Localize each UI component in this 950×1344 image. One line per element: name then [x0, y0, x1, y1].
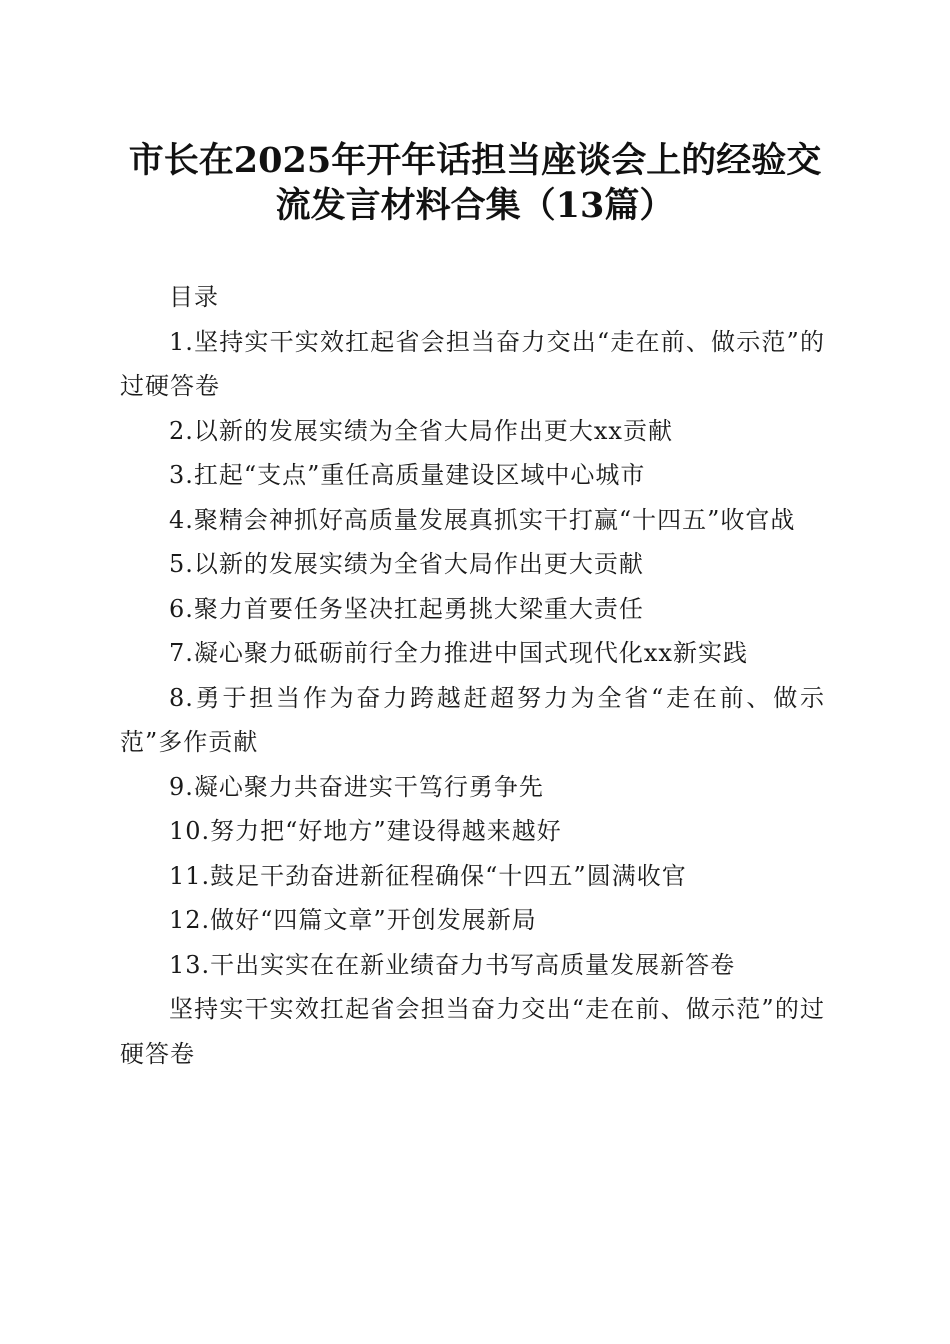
toc-item-12: 12.做好“四篇文章”开创发展新局 [169, 906, 537, 934]
section-title: 坚持实干实效扛起省会担当奋力交出“走在前、做示范”的过硬答卷 [120, 995, 825, 1068]
document-title [120, 138, 830, 228]
toc-item-1: 1.坚持实干实效扛起省会担当奋力交出“走在前、做示范”的过硬答卷 [120, 327, 825, 400]
toc-item-2: 2.以新的发展实绩为全省大局作出更大xx贡献 [169, 416, 673, 445]
toc-item-11: 11.鼓足干劲奋进新征程确保“十四五”圆满收官 [169, 861, 687, 890]
toc-item-13: 13.干出实实在在新业绩奋力书写高质量发展新答卷 [169, 950, 736, 979]
table-of-contents [120, 320, 825, 988]
toc-item-10: 10.努力把“好地方”建设得越来越好 [169, 817, 562, 845]
toc-item-5: 5.以新的发展实绩为全省大局作出更大贡献 [169, 550, 644, 578]
toc-item-7: 7.凝心聚力砥砺前行全力推进中国式现代化xx新实践 [169, 639, 748, 667]
document-body [120, 275, 825, 1076]
toc-item-9: 9.凝心聚力共奋进实干笃行勇争先 [169, 772, 544, 801]
toc-item-3: 3.扛起“支点”重任高质量建设区域中心城市 [169, 461, 646, 489]
toc-item-6: 6.聚力首要任务坚决扛起勇挑大梁重大责任 [169, 594, 644, 623]
toc-heading: 目录 [169, 283, 219, 311]
toc-item-8: 8.勇于担当作为奋力跨越赶超努力为全省“走在前、做示范”多作贡献 [120, 683, 825, 756]
title-line-1: 市长在2025年开年话担当座谈会上的经验交 [128, 140, 822, 181]
title-line-2: 流发言材料合集（13篇） [275, 185, 675, 226]
toc-item-4: 4.聚精会神抓好高质量发展真抓实干打赢“十四五”收官战 [169, 505, 796, 534]
